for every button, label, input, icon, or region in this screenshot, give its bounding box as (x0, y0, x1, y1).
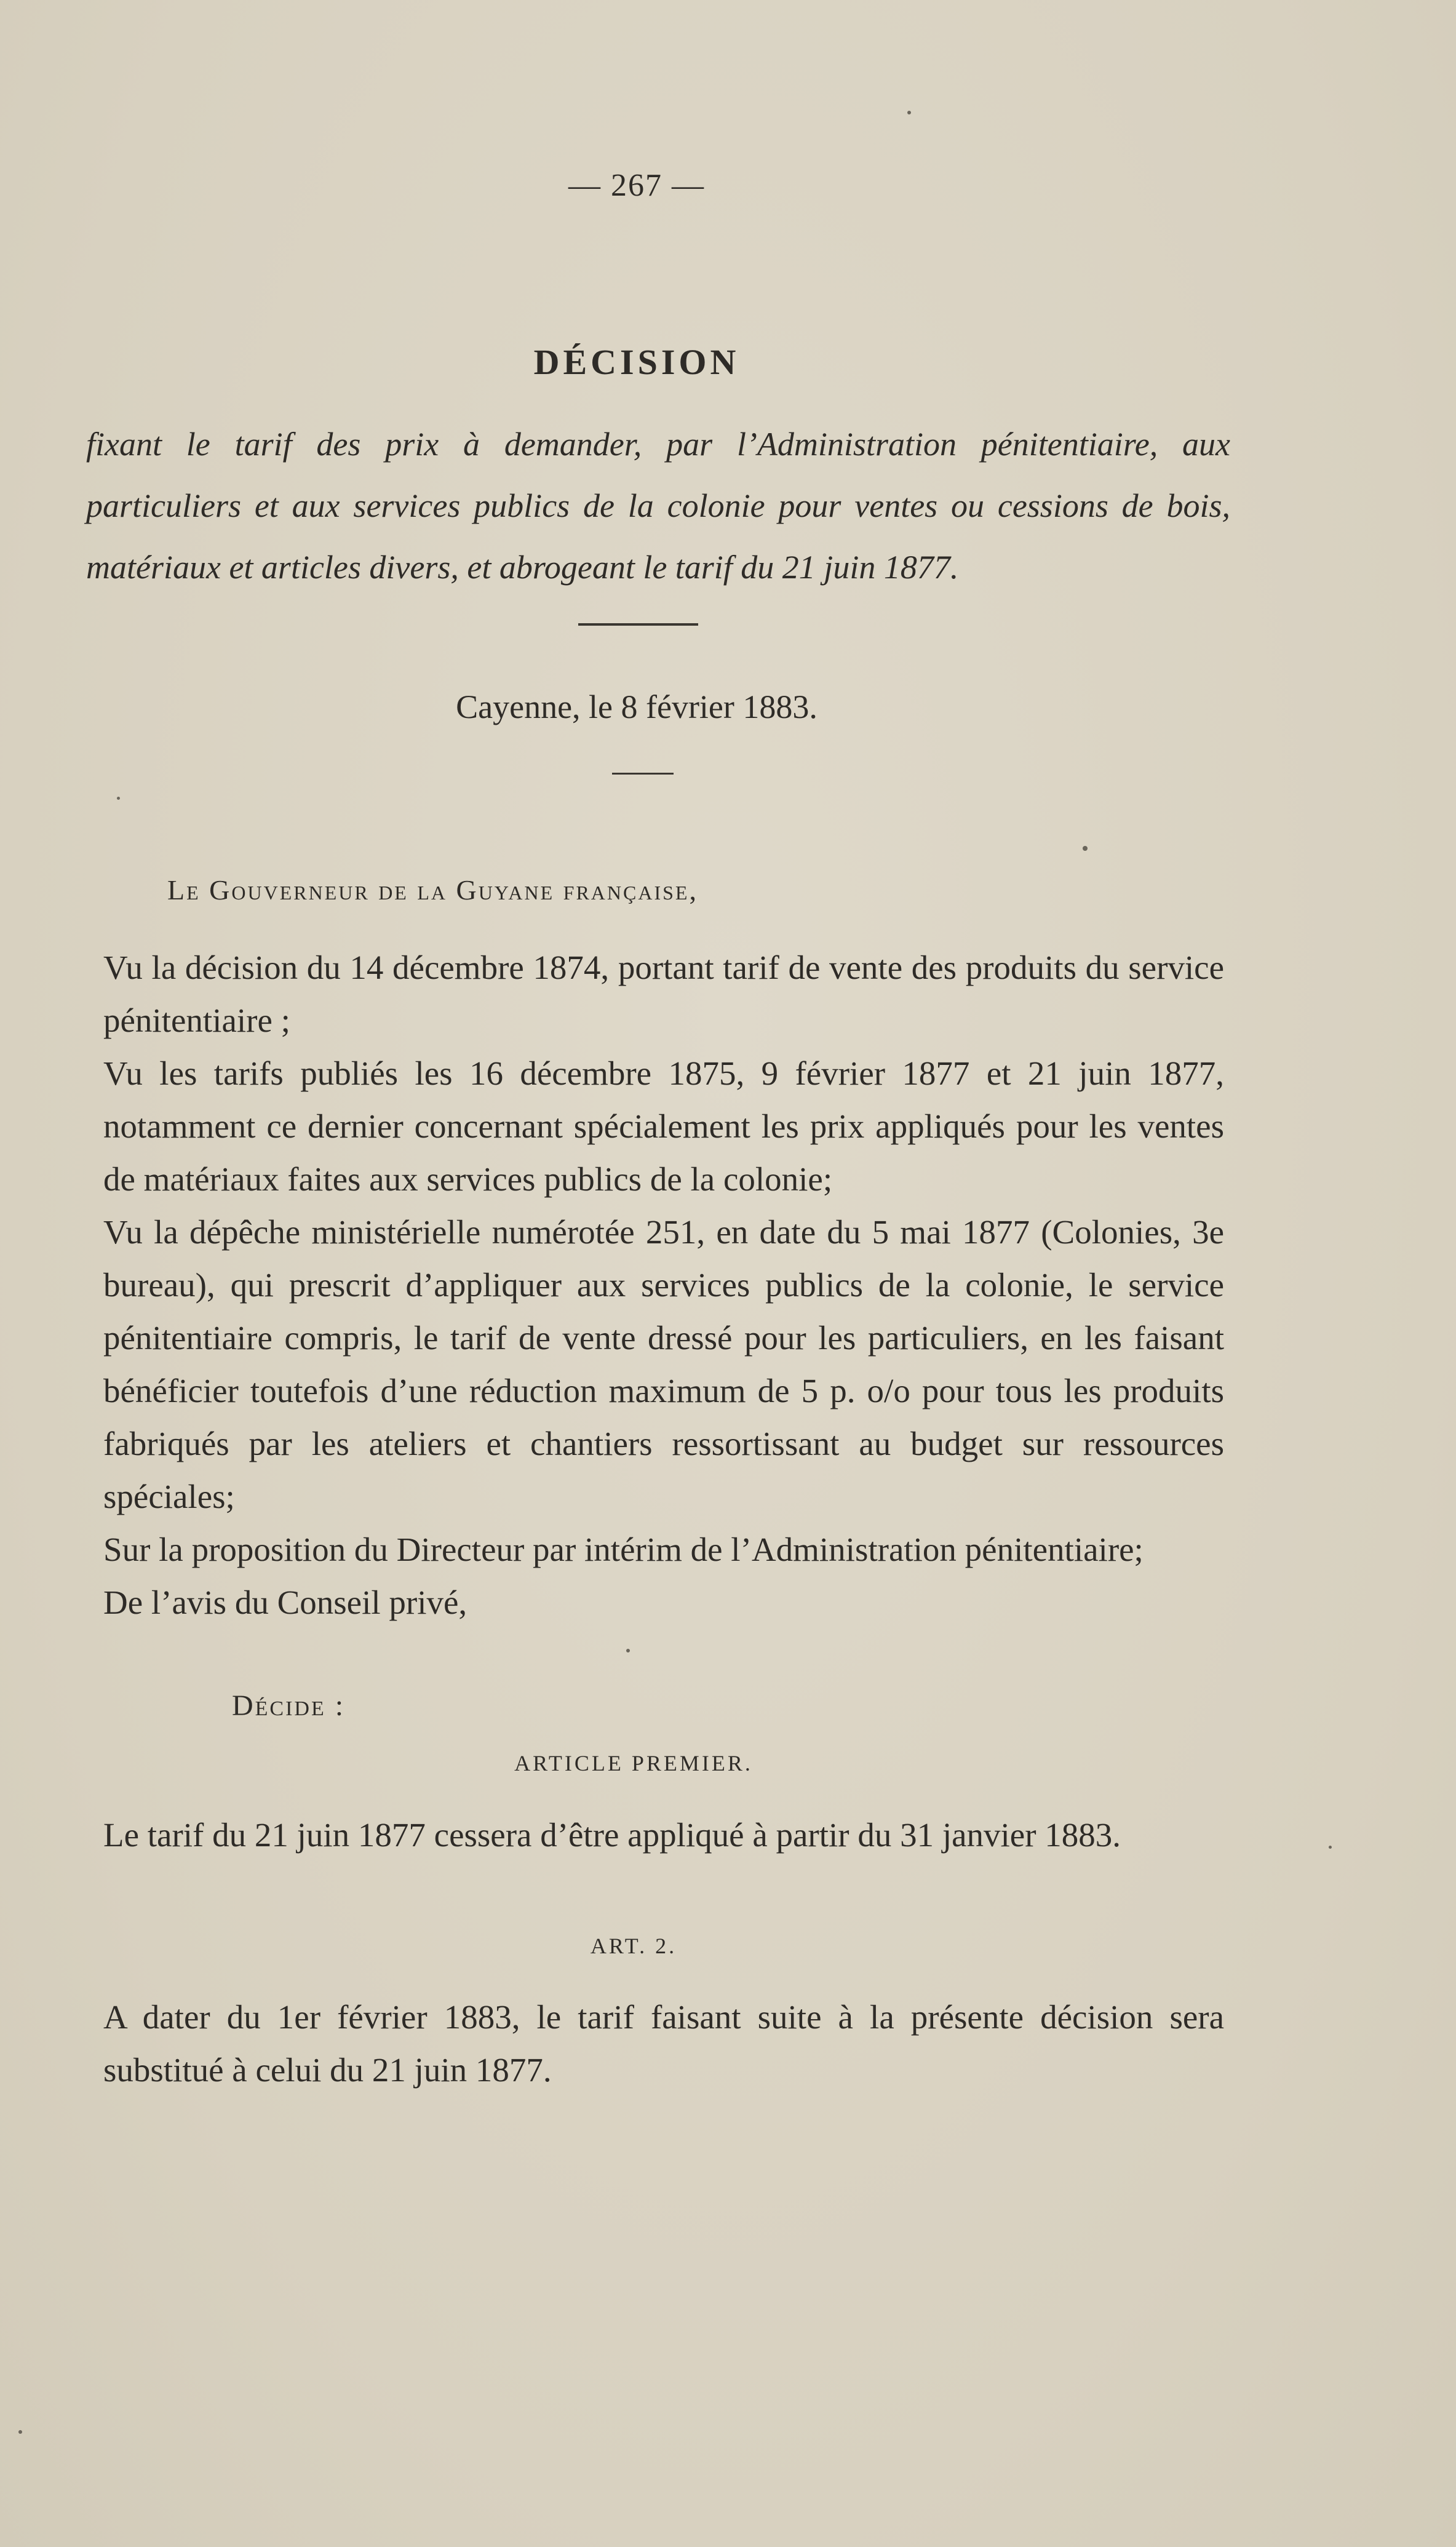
preamble-paragraph: Sur la proposition du Directeur par intérim de l’Administration pénitentiaire; (103, 1531, 1144, 1568)
article-2-heading: ART. 2. (590, 1934, 677, 1958)
date-divider (612, 773, 674, 775)
paper-speck (626, 1649, 630, 1652)
decision-title: DÉCISION (533, 342, 740, 382)
article-1-heading: ARTICLE PREMIER. (514, 1751, 753, 1776)
paper-speck (1329, 1846, 1332, 1849)
issuing-authority: Le Gouverneur de la Guyane française, (167, 874, 698, 906)
preamble (103, 941, 1224, 1629)
decision-subtitle: fixant le tarif des prix à demander, par l’Administration pénitentiaire, aux particuliers et aux services publics de la colonie pour ventes ou cessions de bois, matériaux et articles divers, et abrogeant le tarif du 21 juin 1877. (86, 426, 1230, 586)
place-date: Cayenne, le 8 février 1883. (456, 688, 818, 725)
preamble-paragraph: Vu les tarifs publiés les 16 décembre 1875, 9 février 1877 et 21 juin 1877, notamment ce dernier concernant spécialement les prix appliqués pour les ventes de matériaux faites aux services publics de la colonie; (103, 1054, 1224, 1198)
decide-heading: Décide : (232, 1689, 346, 1722)
paper-speck (18, 2430, 22, 2434)
paper-speck (907, 111, 911, 114)
preamble-paragraph: Vu la dépêche ministérielle numérotée 251, en date du 5 mai 1877 (Colonies, 3e bureau), qui prescrit d’appliquer aux services publics de la colonie, le service pénitentiaire compris, le tarif de vente dressé pour les particuliers, en les faisant bénéficier toutefois d’une réduction maximum de 5 p. o/o pour tous les produits fabriqués par les ateliers et chantiers ressortissant au budget sur ressources spéciales; (103, 1213, 1224, 1515)
article-2-body: A dater du 1er février 1883, le tarif faisant suite à la présente décision sera substitué à celui du 21 juin 1877. (103, 1998, 1224, 2089)
paper-speck (117, 797, 120, 800)
page-number: — 267 — (568, 168, 705, 203)
preamble-paragraph: De l’avis du Conseil privé, (103, 1584, 467, 1621)
preamble-paragraph: Vu la décision du 14 décembre 1874, portant tarif de vente des produits du service pénitentiaire ; (103, 949, 1224, 1039)
paper-speck (1083, 846, 1088, 851)
title-divider (578, 623, 698, 626)
article-1-body: Le tarif du 21 juin 1877 cessera d’être appliqué à partir du 31 janvier 1883. (103, 1816, 1121, 1854)
